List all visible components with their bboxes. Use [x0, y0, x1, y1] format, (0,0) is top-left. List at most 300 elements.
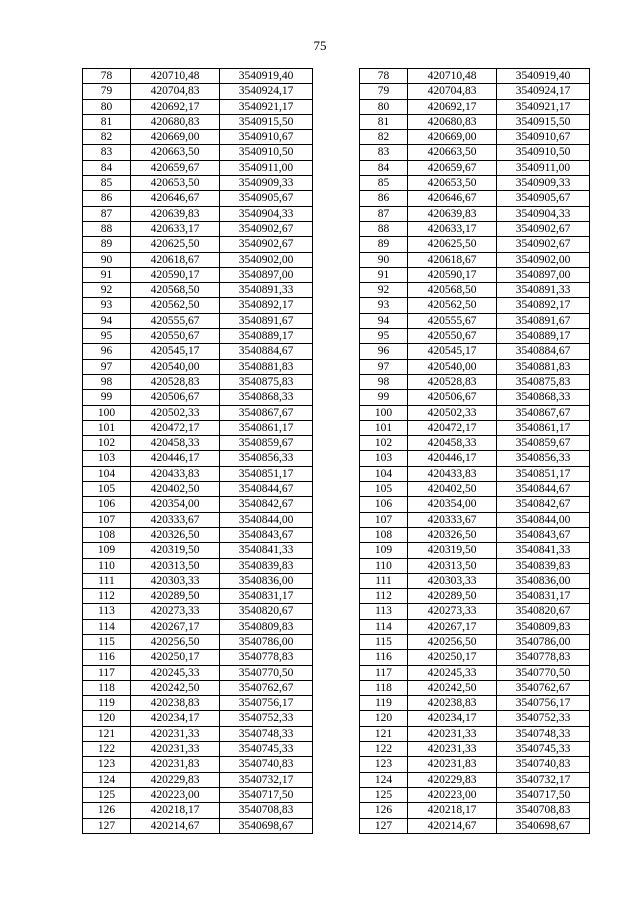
- column-gap: [313, 757, 360, 772]
- table-row: [83, 99, 590, 114]
- right-x-coordinate-cell: 420506,67: [408, 390, 497, 405]
- column-gap: [313, 359, 360, 374]
- left-y-coordinate-cell: 3540820,67: [220, 604, 313, 619]
- left-x-coordinate-cell: 420669,00: [131, 130, 220, 145]
- left-point-number-cell: 111: [83, 573, 131, 588]
- right-y-coordinate-cell: 3540745,33: [497, 742, 590, 757]
- right-x-coordinate-cell: 420625,50: [408, 237, 497, 252]
- column-gap: [313, 619, 360, 634]
- right-x-coordinate-cell: 420458,33: [408, 436, 497, 451]
- column-gap: [313, 160, 360, 175]
- right-x-coordinate-cell: 420680,83: [408, 114, 497, 129]
- right-x-coordinate-cell: 420229,83: [408, 772, 497, 787]
- right-y-coordinate-cell: 3540891,33: [497, 283, 590, 298]
- table-row: [83, 298, 590, 313]
- right-x-coordinate-cell: 420472,17: [408, 420, 497, 435]
- left-x-coordinate-cell: 420326,50: [131, 527, 220, 542]
- right-x-coordinate-cell: 420231,33: [408, 742, 497, 757]
- right-y-coordinate-cell: 3540752,33: [497, 711, 590, 726]
- right-x-coordinate-cell: 420238,83: [408, 696, 497, 711]
- right-point-number-cell: 78: [360, 69, 408, 84]
- right-point-number-cell: 124: [360, 772, 408, 787]
- column-gap: [313, 650, 360, 665]
- table-row: [83, 665, 590, 680]
- column-gap: [313, 680, 360, 695]
- right-x-coordinate-cell: 420550,67: [408, 329, 497, 344]
- right-x-coordinate-cell: 420710,48: [408, 69, 497, 84]
- right-x-coordinate-cell: 420646,67: [408, 191, 497, 206]
- right-y-coordinate-cell: 3540904,33: [497, 206, 590, 221]
- right-x-coordinate-cell: 420223,00: [408, 787, 497, 802]
- right-x-coordinate-cell: 420669,00: [408, 130, 497, 145]
- right-y-coordinate-cell: 3540910,67: [497, 130, 590, 145]
- table-row: [83, 405, 590, 420]
- left-x-coordinate-cell: 420402,50: [131, 482, 220, 497]
- left-x-coordinate-cell: 420231,33: [131, 742, 220, 757]
- left-point-number-cell: 102: [83, 436, 131, 451]
- table-row: [83, 604, 590, 619]
- left-y-coordinate-cell: 3540892,17: [220, 298, 313, 313]
- left-y-coordinate-cell: 3540839,83: [220, 558, 313, 573]
- right-x-coordinate-cell: 420231,83: [408, 757, 497, 772]
- table-row: [83, 420, 590, 435]
- right-x-coordinate-cell: 420289,50: [408, 589, 497, 604]
- right-point-number-cell: 90: [360, 252, 408, 267]
- left-y-coordinate-cell: 3540889,17: [220, 329, 313, 344]
- left-point-number-cell: 113: [83, 604, 131, 619]
- left-x-coordinate-cell: 420625,50: [131, 237, 220, 252]
- table-row: [83, 634, 590, 649]
- column-gap: [313, 420, 360, 435]
- table-row: [83, 69, 590, 84]
- left-point-number-cell: 110: [83, 558, 131, 573]
- table-row: [83, 482, 590, 497]
- table-row: [83, 221, 590, 236]
- left-point-number-cell: 119: [83, 696, 131, 711]
- left-point-number-cell: 116: [83, 650, 131, 665]
- left-x-coordinate-cell: 420242,50: [131, 680, 220, 695]
- table-row: [83, 589, 590, 604]
- right-y-coordinate-cell: 3540897,00: [497, 267, 590, 282]
- table-row: [83, 191, 590, 206]
- left-y-coordinate-cell: 3540836,00: [220, 573, 313, 588]
- table-row: [83, 757, 590, 772]
- right-y-coordinate-cell: 3540844,67: [497, 482, 590, 497]
- table-row: [83, 283, 590, 298]
- right-y-coordinate-cell: 3540924,17: [497, 84, 590, 99]
- right-point-number-cell: 121: [360, 726, 408, 741]
- left-x-coordinate-cell: 420639,83: [131, 206, 220, 221]
- right-x-coordinate-cell: 420618,67: [408, 252, 497, 267]
- left-x-coordinate-cell: 420223,00: [131, 787, 220, 802]
- right-y-coordinate-cell: 3540756,17: [497, 696, 590, 711]
- left-x-coordinate-cell: 420704,83: [131, 84, 220, 99]
- left-x-coordinate-cell: 420218,17: [131, 803, 220, 818]
- left-x-coordinate-cell: 420663,50: [131, 145, 220, 160]
- left-x-coordinate-cell: 420692,17: [131, 99, 220, 114]
- left-y-coordinate-cell: 3540904,33: [220, 206, 313, 221]
- right-y-coordinate-cell: 3540839,83: [497, 558, 590, 573]
- right-point-number-cell: 109: [360, 543, 408, 558]
- table-row: [83, 803, 590, 818]
- right-y-coordinate-cell: 3540748,33: [497, 726, 590, 741]
- left-y-coordinate-cell: 3540841,33: [220, 543, 313, 558]
- right-point-number-cell: 83: [360, 145, 408, 160]
- column-gap: [313, 787, 360, 802]
- right-point-number-cell: 114: [360, 619, 408, 634]
- right-y-coordinate-cell: 3540809,83: [497, 619, 590, 634]
- right-y-coordinate-cell: 3540902,67: [497, 221, 590, 236]
- coordinates-table: [82, 68, 590, 834]
- left-x-coordinate-cell: 420433,83: [131, 466, 220, 481]
- right-x-coordinate-cell: 420242,50: [408, 680, 497, 695]
- left-y-coordinate-cell: 3540902,67: [220, 237, 313, 252]
- table-row: [83, 787, 590, 802]
- left-y-coordinate-cell: 3540778,83: [220, 650, 313, 665]
- left-point-number-cell: 115: [83, 634, 131, 649]
- left-point-number-cell: 97: [83, 359, 131, 374]
- right-y-coordinate-cell: 3540905,67: [497, 191, 590, 206]
- column-gap: [313, 573, 360, 588]
- column-gap: [313, 527, 360, 542]
- right-point-number-cell: 103: [360, 451, 408, 466]
- left-y-coordinate-cell: 3540732,17: [220, 772, 313, 787]
- right-point-number-cell: 117: [360, 665, 408, 680]
- left-y-coordinate-cell: 3540717,50: [220, 787, 313, 802]
- right-point-number-cell: 85: [360, 176, 408, 191]
- left-y-coordinate-cell: 3540910,67: [220, 130, 313, 145]
- right-point-number-cell: 89: [360, 237, 408, 252]
- column-gap: [313, 374, 360, 389]
- table-row: [83, 359, 590, 374]
- left-x-coordinate-cell: 420245,33: [131, 665, 220, 680]
- left-point-number-cell: 121: [83, 726, 131, 741]
- right-x-coordinate-cell: 420590,17: [408, 267, 497, 282]
- right-y-coordinate-cell: 3540717,50: [497, 787, 590, 802]
- right-y-coordinate-cell: 3540867,67: [497, 405, 590, 420]
- left-y-coordinate-cell: 3540868,33: [220, 390, 313, 405]
- right-point-number-cell: 116: [360, 650, 408, 665]
- right-point-number-cell: 105: [360, 482, 408, 497]
- column-gap: [313, 313, 360, 328]
- right-point-number-cell: 106: [360, 497, 408, 512]
- table-row: [83, 84, 590, 99]
- table-row: [83, 512, 590, 527]
- left-x-coordinate-cell: 420568,50: [131, 283, 220, 298]
- table-row: [83, 696, 590, 711]
- right-x-coordinate-cell: 420663,50: [408, 145, 497, 160]
- column-gap: [313, 634, 360, 649]
- left-point-number-cell: 79: [83, 84, 131, 99]
- column-gap: [313, 390, 360, 405]
- right-x-coordinate-cell: 420354,00: [408, 497, 497, 512]
- left-point-number-cell: 84: [83, 160, 131, 175]
- left-x-coordinate-cell: 420472,17: [131, 420, 220, 435]
- right-y-coordinate-cell: 3540889,17: [497, 329, 590, 344]
- left-point-number-cell: 96: [83, 344, 131, 359]
- right-y-coordinate-cell: 3540851,17: [497, 466, 590, 481]
- left-x-coordinate-cell: 420646,67: [131, 191, 220, 206]
- right-y-coordinate-cell: 3540909,33: [497, 176, 590, 191]
- column-gap: [313, 818, 360, 833]
- column-gap: [313, 283, 360, 298]
- right-point-number-cell: 100: [360, 405, 408, 420]
- left-y-coordinate-cell: 3540752,33: [220, 711, 313, 726]
- left-y-coordinate-cell: 3540844,67: [220, 482, 313, 497]
- table-row: [83, 145, 590, 160]
- right-x-coordinate-cell: 420326,50: [408, 527, 497, 542]
- column-gap: [313, 329, 360, 344]
- right-y-coordinate-cell: 3540831,17: [497, 589, 590, 604]
- left-x-coordinate-cell: 420502,33: [131, 405, 220, 420]
- right-x-coordinate-cell: 420214,67: [408, 818, 497, 833]
- left-x-coordinate-cell: 420229,83: [131, 772, 220, 787]
- left-point-number-cell: 114: [83, 619, 131, 634]
- left-point-number-cell: 105: [83, 482, 131, 497]
- table-row: [83, 466, 590, 481]
- left-y-coordinate-cell: 3540897,00: [220, 267, 313, 282]
- column-gap: [313, 466, 360, 481]
- left-point-number-cell: 120: [83, 711, 131, 726]
- right-point-number-cell: 127: [360, 818, 408, 833]
- right-y-coordinate-cell: 3540861,17: [497, 420, 590, 435]
- left-point-number-cell: 86: [83, 191, 131, 206]
- left-x-coordinate-cell: 420618,67: [131, 252, 220, 267]
- left-y-coordinate-cell: 3540861,17: [220, 420, 313, 435]
- right-point-number-cell: 88: [360, 221, 408, 236]
- left-y-coordinate-cell: 3540698,67: [220, 818, 313, 833]
- column-gap: [313, 114, 360, 129]
- left-y-coordinate-cell: 3540902,00: [220, 252, 313, 267]
- right-y-coordinate-cell: 3540902,67: [497, 237, 590, 252]
- column-gap: [313, 451, 360, 466]
- right-x-coordinate-cell: 420639,83: [408, 206, 497, 221]
- column-gap: [313, 803, 360, 818]
- table-row: [83, 252, 590, 267]
- right-point-number-cell: 125: [360, 787, 408, 802]
- left-x-coordinate-cell: 420680,83: [131, 114, 220, 129]
- column-gap: [313, 252, 360, 267]
- right-point-number-cell: 95: [360, 329, 408, 344]
- left-x-coordinate-cell: 420303,33: [131, 573, 220, 588]
- left-point-number-cell: 106: [83, 497, 131, 512]
- left-x-coordinate-cell: 420313,50: [131, 558, 220, 573]
- column-gap: [313, 589, 360, 604]
- table-row: [83, 451, 590, 466]
- table-row: [83, 527, 590, 542]
- table-row: [83, 650, 590, 665]
- left-y-coordinate-cell: 3540921,17: [220, 99, 313, 114]
- left-y-coordinate-cell: 3540902,67: [220, 221, 313, 236]
- right-y-coordinate-cell: 3540891,67: [497, 313, 590, 328]
- right-y-coordinate-cell: 3540902,00: [497, 252, 590, 267]
- right-point-number-cell: 97: [360, 359, 408, 374]
- right-x-coordinate-cell: 420653,50: [408, 176, 497, 191]
- left-y-coordinate-cell: 3540884,67: [220, 344, 313, 359]
- right-point-number-cell: 80: [360, 99, 408, 114]
- left-y-coordinate-cell: 3540911,00: [220, 160, 313, 175]
- table-row: [83, 267, 590, 282]
- left-point-number-cell: 95: [83, 329, 131, 344]
- column-gap: [313, 99, 360, 114]
- column-gap: [313, 237, 360, 252]
- left-point-number-cell: 101: [83, 420, 131, 435]
- right-point-number-cell: 86: [360, 191, 408, 206]
- left-y-coordinate-cell: 3540842,67: [220, 497, 313, 512]
- right-x-coordinate-cell: 420333,67: [408, 512, 497, 527]
- left-x-coordinate-cell: 420267,17: [131, 619, 220, 634]
- right-point-number-cell: 126: [360, 803, 408, 818]
- left-y-coordinate-cell: 3540905,67: [220, 191, 313, 206]
- right-y-coordinate-cell: 3540843,67: [497, 527, 590, 542]
- left-point-number-cell: 88: [83, 221, 131, 236]
- right-x-coordinate-cell: 420555,67: [408, 313, 497, 328]
- right-y-coordinate-cell: 3540915,50: [497, 114, 590, 129]
- left-y-coordinate-cell: 3540919,40: [220, 69, 313, 84]
- column-gap: [313, 221, 360, 236]
- left-x-coordinate-cell: 420540,00: [131, 359, 220, 374]
- column-gap: [313, 145, 360, 160]
- table-row: [83, 818, 590, 833]
- right-y-coordinate-cell: 3540868,33: [497, 390, 590, 405]
- left-x-coordinate-cell: 420289,50: [131, 589, 220, 604]
- right-y-coordinate-cell: 3540911,00: [497, 160, 590, 175]
- right-y-coordinate-cell: 3540762,67: [497, 680, 590, 695]
- left-point-number-cell: 127: [83, 818, 131, 833]
- column-gap: [313, 665, 360, 680]
- right-y-coordinate-cell: 3540859,67: [497, 436, 590, 451]
- right-point-number-cell: 111: [360, 573, 408, 588]
- left-point-number-cell: 91: [83, 267, 131, 282]
- left-point-number-cell: 78: [83, 69, 131, 84]
- table-row: [83, 558, 590, 573]
- right-x-coordinate-cell: 420568,50: [408, 283, 497, 298]
- column-gap: [313, 543, 360, 558]
- right-x-coordinate-cell: 420502,33: [408, 405, 497, 420]
- right-x-coordinate-cell: 420267,17: [408, 619, 497, 634]
- right-y-coordinate-cell: 3540921,17: [497, 99, 590, 114]
- left-point-number-cell: 80: [83, 99, 131, 114]
- left-y-coordinate-cell: 3540915,50: [220, 114, 313, 129]
- left-y-coordinate-cell: 3540831,17: [220, 589, 313, 604]
- table-row: [83, 742, 590, 757]
- right-y-coordinate-cell: 3540770,50: [497, 665, 590, 680]
- table-row: [83, 130, 590, 145]
- left-point-number-cell: 99: [83, 390, 131, 405]
- right-point-number-cell: 94: [360, 313, 408, 328]
- right-x-coordinate-cell: 420256,50: [408, 634, 497, 649]
- left-y-coordinate-cell: 3540762,67: [220, 680, 313, 695]
- left-x-coordinate-cell: 420256,50: [131, 634, 220, 649]
- right-x-coordinate-cell: 420659,67: [408, 160, 497, 175]
- right-y-coordinate-cell: 3540740,83: [497, 757, 590, 772]
- right-x-coordinate-cell: 420245,33: [408, 665, 497, 680]
- column-gap: [313, 298, 360, 313]
- left-point-number-cell: 92: [83, 283, 131, 298]
- right-x-coordinate-cell: 420319,50: [408, 543, 497, 558]
- right-point-number-cell: 115: [360, 634, 408, 649]
- left-x-coordinate-cell: 420231,33: [131, 726, 220, 741]
- right-point-number-cell: 93: [360, 298, 408, 313]
- column-gap: [313, 482, 360, 497]
- left-point-number-cell: 123: [83, 757, 131, 772]
- left-x-coordinate-cell: 420653,50: [131, 176, 220, 191]
- right-point-number-cell: 120: [360, 711, 408, 726]
- column-gap: [313, 604, 360, 619]
- coordinates-table-body: [83, 69, 590, 834]
- right-y-coordinate-cell: 3540778,83: [497, 650, 590, 665]
- column-gap: [313, 267, 360, 282]
- left-point-number-cell: 104: [83, 466, 131, 481]
- right-x-coordinate-cell: 420273,33: [408, 604, 497, 619]
- table-row: [83, 772, 590, 787]
- right-point-number-cell: 82: [360, 130, 408, 145]
- column-gap: [313, 512, 360, 527]
- left-point-number-cell: 89: [83, 237, 131, 252]
- left-x-coordinate-cell: 420273,33: [131, 604, 220, 619]
- column-gap: [313, 742, 360, 757]
- right-x-coordinate-cell: 420218,17: [408, 803, 497, 818]
- left-point-number-cell: 83: [83, 145, 131, 160]
- column-gap: [313, 772, 360, 787]
- column-gap: [313, 696, 360, 711]
- column-gap: [313, 405, 360, 420]
- right-y-coordinate-cell: 3540884,67: [497, 344, 590, 359]
- left-x-coordinate-cell: 420458,33: [131, 436, 220, 451]
- right-x-coordinate-cell: 420234,17: [408, 711, 497, 726]
- right-point-number-cell: 118: [360, 680, 408, 695]
- right-point-number-cell: 112: [360, 589, 408, 604]
- left-point-number-cell: 100: [83, 405, 131, 420]
- left-point-number-cell: 125: [83, 787, 131, 802]
- table-row: [83, 313, 590, 328]
- right-x-coordinate-cell: 420692,17: [408, 99, 497, 114]
- right-point-number-cell: 101: [360, 420, 408, 435]
- right-y-coordinate-cell: 3540708,83: [497, 803, 590, 818]
- right-x-coordinate-cell: 420313,50: [408, 558, 497, 573]
- left-point-number-cell: 109: [83, 543, 131, 558]
- left-point-number-cell: 82: [83, 130, 131, 145]
- table-row: [83, 619, 590, 634]
- left-x-coordinate-cell: 420659,67: [131, 160, 220, 175]
- left-y-coordinate-cell: 3540851,17: [220, 466, 313, 481]
- right-y-coordinate-cell: 3540856,33: [497, 451, 590, 466]
- left-y-coordinate-cell: 3540891,33: [220, 283, 313, 298]
- right-y-coordinate-cell: 3540841,33: [497, 543, 590, 558]
- left-y-coordinate-cell: 3540909,33: [220, 176, 313, 191]
- column-gap: [313, 176, 360, 191]
- page-number: 75: [313, 38, 327, 53]
- left-y-coordinate-cell: 3540748,33: [220, 726, 313, 741]
- table-row: [83, 114, 590, 129]
- column-gap: [313, 130, 360, 145]
- table-row: [83, 344, 590, 359]
- right-y-coordinate-cell: 3540844,00: [497, 512, 590, 527]
- right-point-number-cell: 119: [360, 696, 408, 711]
- right-point-number-cell: 99: [360, 390, 408, 405]
- right-point-number-cell: 122: [360, 742, 408, 757]
- right-x-coordinate-cell: 420528,83: [408, 374, 497, 389]
- table-row: [83, 711, 590, 726]
- right-y-coordinate-cell: 3540919,40: [497, 69, 590, 84]
- right-x-coordinate-cell: 420402,50: [408, 482, 497, 497]
- left-x-coordinate-cell: 420231,83: [131, 757, 220, 772]
- left-point-number-cell: 126: [83, 803, 131, 818]
- left-point-number-cell: 93: [83, 298, 131, 313]
- left-x-coordinate-cell: 420319,50: [131, 543, 220, 558]
- table-row: [83, 543, 590, 558]
- right-x-coordinate-cell: 420540,00: [408, 359, 497, 374]
